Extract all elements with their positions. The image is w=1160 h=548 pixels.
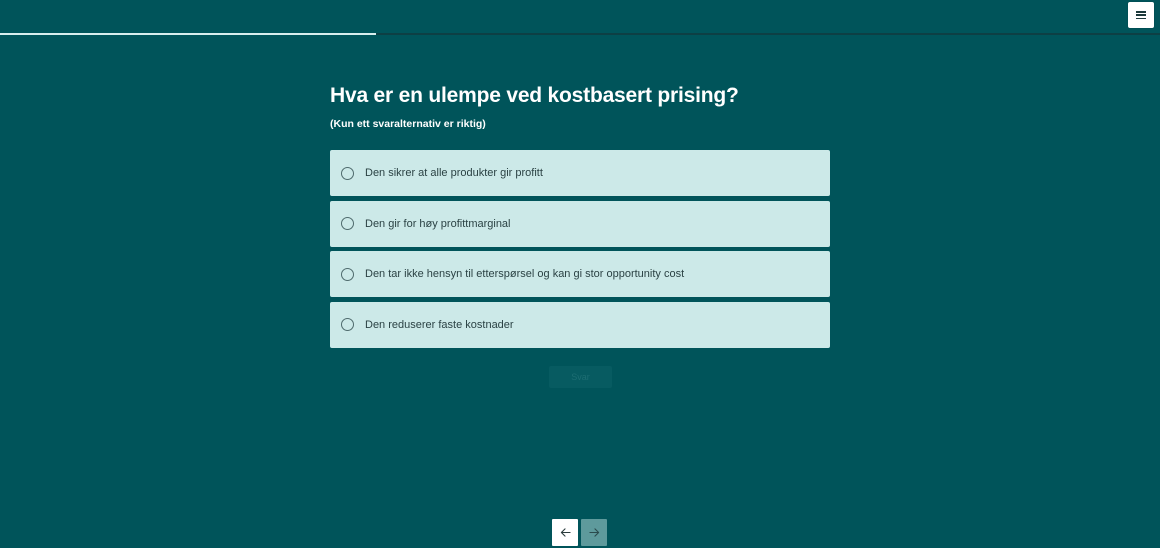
question-block [330,80,830,132]
radio-button[interactable] [341,167,354,180]
answer-option-label: Den tar ikke hensyn til etterspørsel og kan gi stor opportunity cost [365,268,685,280]
answer-option-label: Den gir for høy profittmarginal [365,217,511,230]
submit-answer-button[interactable]: Svar [549,366,612,388]
next-button[interactable] [581,519,607,546]
arrow-right-icon [589,527,600,538]
answer-option-1[interactable] [330,150,830,196]
answer-option-label: Den reduserer faste kostnader [365,318,514,331]
answer-option-3[interactable] [330,251,830,297]
answer-options [330,150,830,352]
page-navigation [552,519,607,546]
answer-option-4[interactable] [330,302,830,348]
progress-bar-fill [0,33,376,35]
radio-button[interactable] [341,318,354,331]
question-title: Hva er en ulempe ved kostbasert prising? [330,84,739,107]
radio-button[interactable] [341,217,354,230]
answer-option-label: Den sikrer at alle produkter gir profitt [365,167,543,179]
arrow-left-icon [560,527,571,538]
question-hint: (Kun ett svaralternativ er riktig) [330,118,486,130]
hamburger-menu-icon [1136,11,1146,19]
previous-button[interactable] [552,519,578,546]
progress-bar [0,33,1160,35]
radio-button[interactable] [341,268,354,281]
menu-button[interactable] [1128,2,1154,28]
answer-option-2[interactable] [330,201,830,247]
